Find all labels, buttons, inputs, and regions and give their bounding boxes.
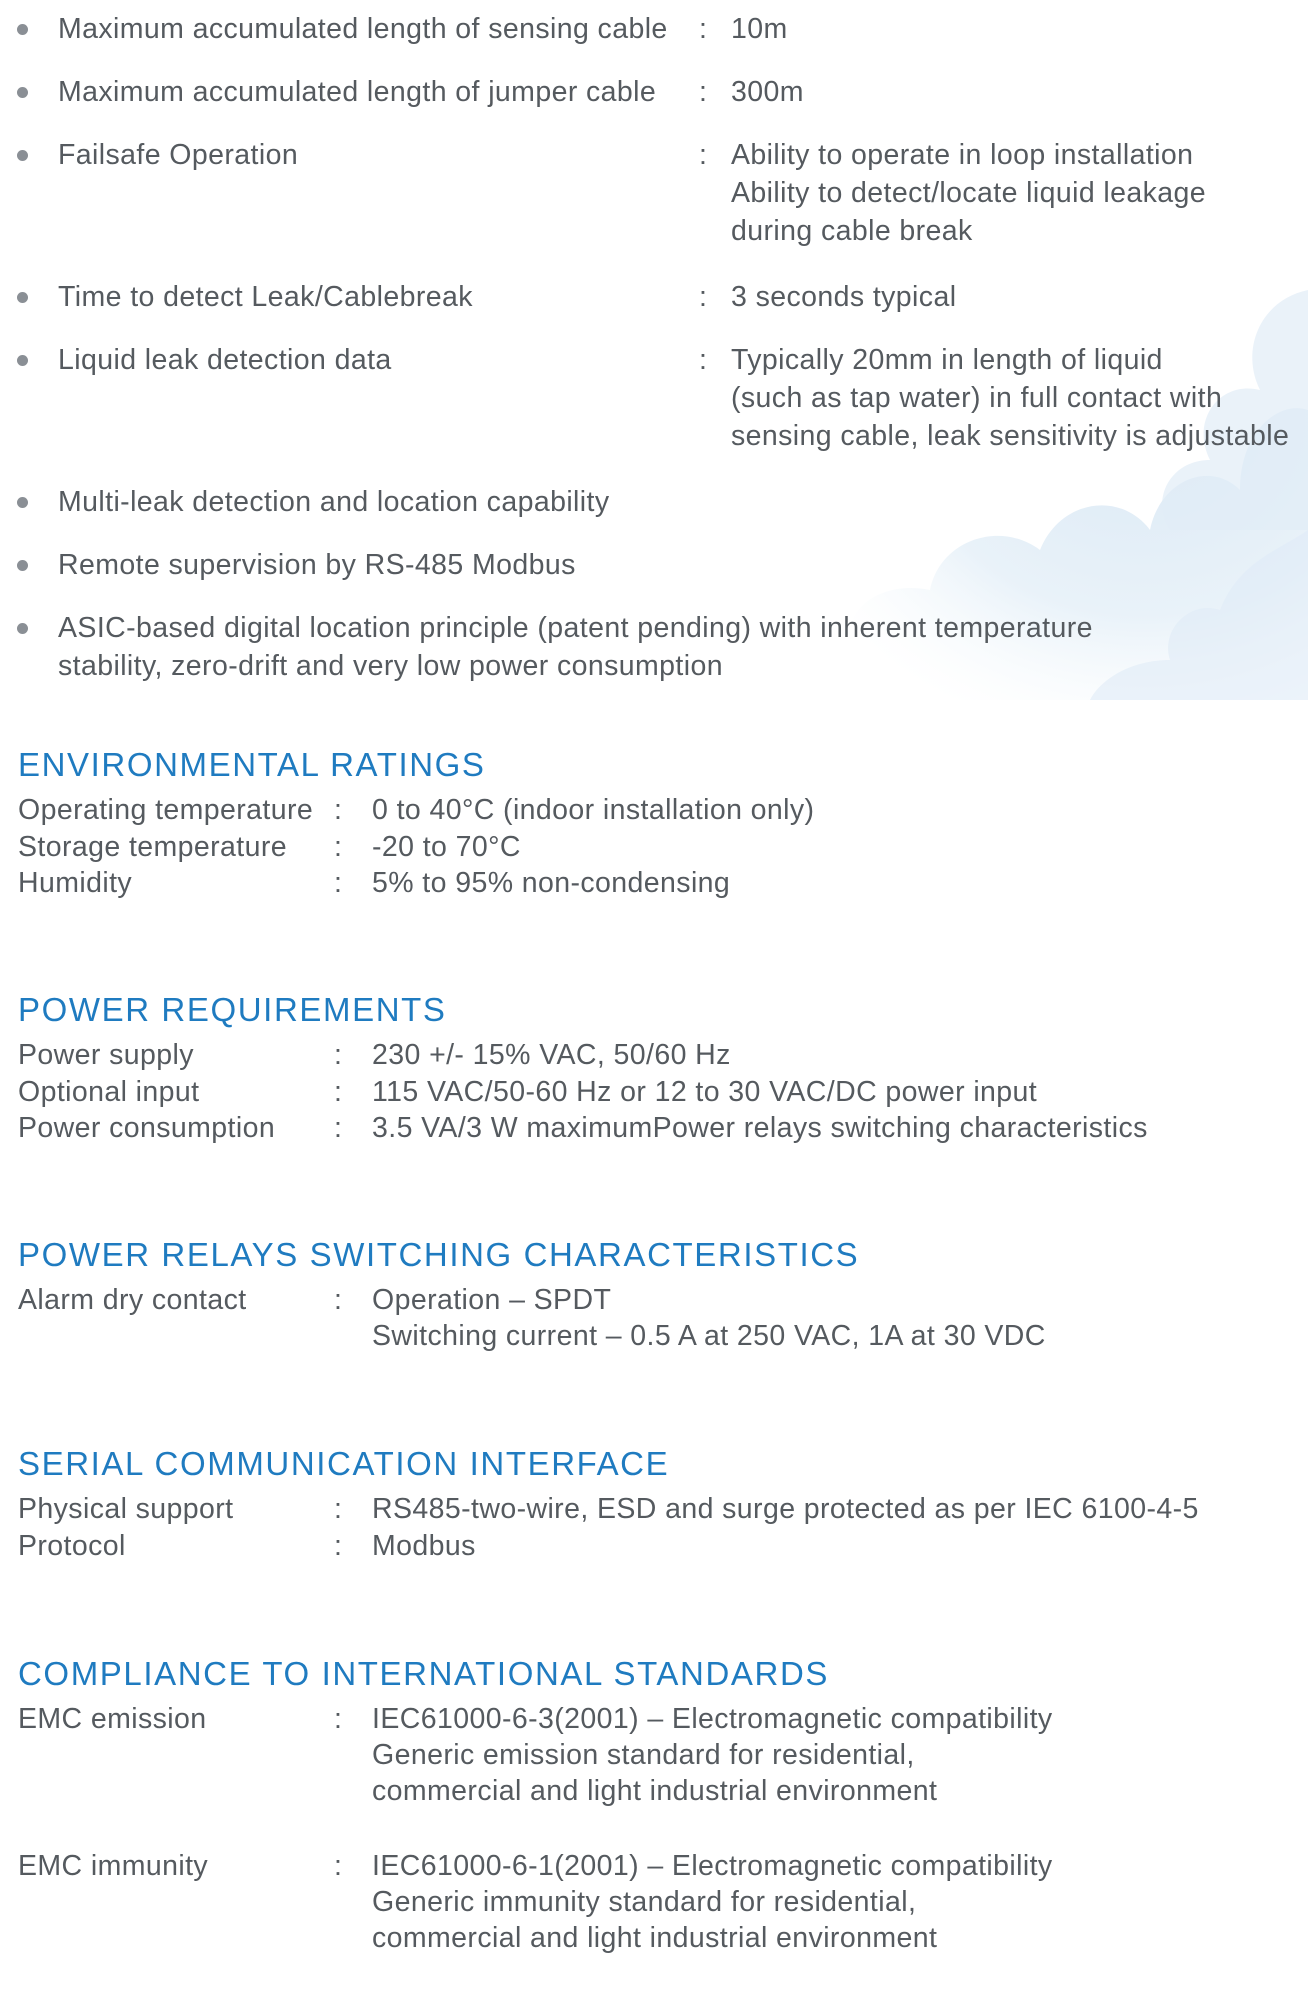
bullet-dot-icon	[17, 150, 28, 161]
bullet-colon: :	[699, 281, 708, 313]
spec-label: EMC emission	[18, 1703, 207, 1735]
bullet-value-line: 300m	[731, 76, 804, 108]
spec-colon: :	[334, 867, 343, 899]
spec-value-line: commercial and light industrial environment	[372, 1921, 938, 1954]
spec-label: Storage temperature	[18, 830, 287, 863]
spec-value-line: 0 to 40°C (indoor installation only)	[372, 794, 815, 826]
spec-value	[372, 829, 521, 865]
spec-label: Power supply	[18, 1039, 194, 1071]
bullet-value	[731, 10, 788, 48]
bullet-colon: :	[699, 344, 708, 376]
section-heading: SERIAL COMMUNICATION INTERFACE	[18, 1445, 670, 1482]
spec-label: Physical support	[18, 1493, 234, 1525]
spec-value	[372, 1037, 731, 1073]
spec-value-line: IEC61000-6-1(2001) – Electromagnetic compatibility	[372, 1849, 1053, 1882]
spec-value	[372, 1528, 476, 1564]
bullet-dot-icon	[17, 560, 28, 571]
bullet-dot-icon	[17, 24, 28, 35]
spec-colon: :	[334, 1703, 343, 1735]
bullet-label	[58, 546, 576, 584]
bullet-label	[58, 609, 1093, 685]
section-heading: ENVIRONMENTAL RATINGS	[18, 746, 486, 783]
bullet-label-line: Time to detect Leak/Cablebreak	[58, 281, 473, 313]
spec-label: Power consumption	[18, 1112, 276, 1144]
bullet-dot-icon	[17, 292, 28, 303]
spec-value	[372, 1701, 1053, 1809]
bullet-label	[58, 136, 298, 174]
spec-value	[372, 1282, 1046, 1354]
bullet-value-line: sensing cable, leak sensitivity is adjustable	[731, 420, 1290, 452]
section-heading: POWER REQUIREMENTS	[18, 991, 447, 1028]
spec-value	[372, 1491, 1199, 1527]
bullet-label-line: Multi-leak detection and location capability	[58, 486, 610, 518]
spec-value-line: Generic immunity standard for residential,	[372, 1885, 917, 1918]
spec-value	[372, 1848, 1053, 1956]
spec-value-line: 230 +/- 15% VAC, 50/60 Hz	[372, 1039, 731, 1071]
bullet-colon: :	[699, 13, 708, 45]
bullet-value	[731, 136, 1206, 250]
spec-colon: :	[334, 1493, 343, 1525]
spec-value-line: Operation – SPDT	[372, 1284, 612, 1316]
bullet-value-line: Typically 20mm in length of liquid	[731, 344, 1163, 376]
spec-colon: :	[334, 1284, 343, 1316]
bullet-label-line: Liquid leak detection data	[58, 344, 392, 376]
bullet-label-line: Maximum accumulated length of sensing cable	[58, 13, 668, 45]
bullet-label	[58, 483, 610, 521]
spec-label: EMC immunity	[18, 1849, 209, 1882]
bullet-colon: :	[699, 76, 708, 108]
bullet-dot-icon	[17, 497, 28, 508]
bullet-label-line: ASIC-based digital location principle (patent pending) with inherent temperature	[58, 612, 1093, 644]
bullet-value-line: during cable break	[731, 215, 973, 247]
spec-colon: :	[334, 794, 343, 826]
spec-colon: :	[334, 1112, 343, 1144]
spec-value-line: RS485-two-wire, ESD and surge protected as per IEC 6100-4-5	[372, 1493, 1199, 1525]
spec-value-line: 115 VAC/50-60 Hz or 12 to 30 VAC/DC power input	[372, 1075, 1038, 1108]
bullet-colon: :	[699, 139, 708, 171]
section-heading: POWER RELAYS SWITCHING CHARACTERISTICS	[18, 1236, 860, 1273]
spec-colon: :	[334, 1529, 343, 1562]
spec-value-line: IEC61000-6-3(2001) – Electromagnetic compatibility	[372, 1703, 1053, 1735]
spec-label: Protocol	[18, 1529, 126, 1562]
spec-label: Operating temperature	[18, 794, 314, 826]
bullet-label	[58, 341, 392, 379]
bullet-value-line: 10m	[731, 13, 788, 45]
spec-label: Optional input	[18, 1075, 200, 1108]
spec-colon: :	[334, 1039, 343, 1071]
spec-colon: :	[334, 1075, 343, 1108]
bullet-value-line: 3 seconds typical	[731, 281, 957, 313]
spec-value-line: Modbus	[372, 1529, 476, 1562]
spec-label: Alarm dry contact	[18, 1284, 247, 1316]
bullet-label-line: Failsafe Operation	[58, 139, 299, 171]
spec-label: Humidity	[18, 867, 133, 899]
bullet-value	[731, 73, 804, 111]
spec-value	[372, 1074, 1037, 1110]
bullet-label-line: Maximum accumulated length of jumper cable	[58, 76, 657, 108]
bullet-value	[731, 278, 956, 316]
spec-colon: :	[334, 1849, 343, 1882]
bullet-value-line: Ability to operate in loop installation	[731, 139, 1194, 171]
bullet-dot-icon	[17, 355, 28, 366]
spec-value-line: 3.5 VA/3 W maximumPower relays switching characteristics	[372, 1112, 1148, 1144]
bullet-value-line: (such as tap water) in full contact with	[731, 382, 1223, 414]
bullet-value-line: Ability to detect/locate liquid leakage	[731, 177, 1207, 209]
spec-value	[372, 792, 814, 828]
spec-colon: :	[334, 830, 343, 863]
spec-value-line: Generic emission standard for residential,	[372, 1739, 915, 1771]
spec-value-line: -20 to 70°C	[372, 830, 521, 863]
spec-value-line: 5% to 95% non-condensing	[372, 867, 731, 899]
spec-value	[372, 1110, 1148, 1146]
bullet-label	[58, 10, 668, 48]
bullet-label	[58, 73, 656, 111]
spec-value-line: commercial and light industrial environment	[372, 1775, 938, 1807]
section-heading: COMPLIANCE TO INTERNATIONAL STANDARDS	[18, 1655, 829, 1692]
bullet-label	[58, 278, 473, 316]
bullet-dot-icon	[17, 87, 28, 98]
bullet-value	[731, 341, 1289, 455]
bullet-dot-icon	[17, 623, 28, 634]
spec-value	[372, 865, 730, 901]
spec-value-line: Switching current – 0.5 A at 250 VAC, 1A at 30 VDC	[372, 1320, 1046, 1352]
bullet-label-line: stability, zero-drift and very low power consumption	[58, 650, 723, 682]
bullet-label-line: Remote supervision by RS-485 Modbus	[58, 549, 576, 581]
